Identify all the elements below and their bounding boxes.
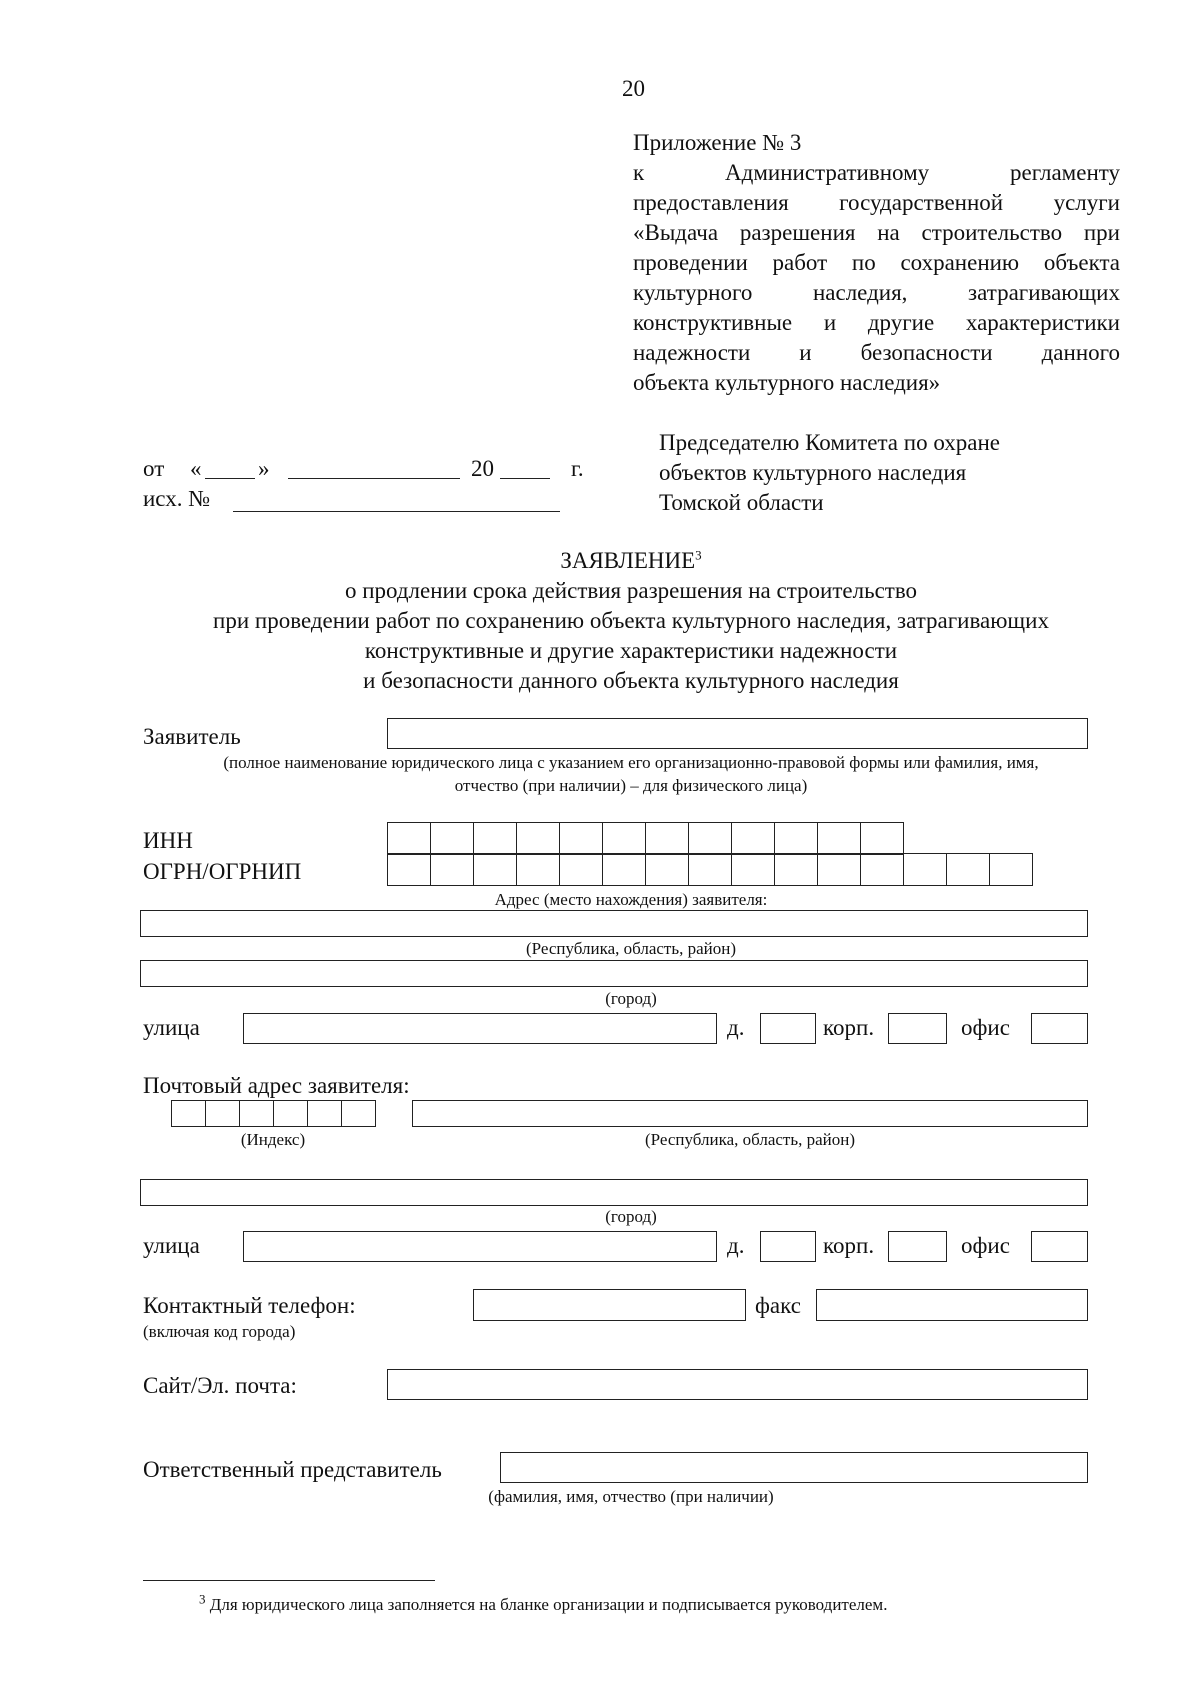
date-day-field[interactable] [205, 478, 255, 479]
appendix-line: объекта культурного наследия» [633, 370, 941, 395]
outgoing-number-field[interactable] [233, 511, 560, 512]
date-from-label: от [143, 456, 165, 481]
postal-office-field[interactable] [1031, 1231, 1088, 1262]
representative-label: Ответственный представитель [143, 1457, 442, 1482]
postal-office-label: офис [961, 1233, 1010, 1258]
building-label: корп. [823, 1015, 875, 1040]
applicant-field[interactable] [387, 718, 1088, 749]
appendix-line: проведении работ по сохранению объекта [633, 250, 1120, 275]
postal-address-label: Почтовый адрес заявителя: [143, 1073, 410, 1098]
appendix-line: культурного наследия, затрагивающих [633, 280, 1120, 305]
fax-label: факс [755, 1293, 801, 1318]
appendix-line: к Административному регламенту [633, 160, 1120, 185]
footnote-mark: 3 [199, 1591, 206, 1607]
fax-field[interactable] [816, 1289, 1088, 1321]
outgoing-number-label: исх. № [143, 486, 211, 511]
postal-street-field[interactable] [243, 1231, 717, 1262]
postal-city-field[interactable] [140, 1179, 1088, 1206]
date-year-suffix: г. [571, 456, 584, 481]
ogrn-label: ОГРН/ОГРНИП [143, 859, 302, 884]
appendix-line: конструктивные и другие характеристики [633, 310, 1120, 335]
appendix-line: надежности и безопасности данного [633, 340, 1120, 365]
addressee-line: Томской области [659, 490, 824, 515]
page-number: 20 [622, 76, 645, 101]
postal-region-hint: (Республика, область, район) [644, 1130, 856, 1149]
index-hint: (Индекс) [240, 1130, 306, 1149]
ogrn-cells[interactable] [387, 853, 1033, 886]
postal-index-cells[interactable] [171, 1100, 376, 1127]
date-quote-close: » [258, 456, 270, 481]
appendix-line: предоставления государственной услуги [633, 190, 1120, 215]
postal-building-label: корп. [823, 1233, 875, 1258]
addressee-block [659, 428, 1000, 518]
postal-building-field[interactable] [888, 1231, 947, 1262]
date-month-field[interactable] [288, 478, 460, 479]
address-city-field[interactable] [140, 960, 1088, 987]
footnote [199, 1591, 888, 1616]
street-label: улица [143, 1015, 200, 1040]
postal-house-label: д. [727, 1233, 745, 1258]
phone-field[interactable] [473, 1289, 746, 1321]
representative-field[interactable] [500, 1452, 1088, 1483]
site-email-label: Сайт/Эл. почта: [143, 1373, 297, 1398]
phone-hint: (включая код города) [143, 1322, 296, 1341]
date-quote-open: « [190, 456, 202, 481]
date-year-prefix: 20 [471, 456, 494, 481]
appendix-line: «Выдача разрешения на строительство при [633, 220, 1120, 245]
footnote-reference: 3 [695, 547, 702, 563]
applicant-label: Заявитель [143, 724, 241, 749]
representative-hint: (фамилия, имя, отчество (при наличии) [488, 1487, 774, 1506]
appendix-title: Приложение № 3 [633, 130, 802, 155]
address-label: Адрес (место нахождения) заявителя: [494, 890, 768, 909]
statement-subtitle-line: конструктивные и другие характеристики надежности [364, 638, 898, 663]
inn-cells[interactable] [387, 822, 904, 855]
office-field[interactable] [1031, 1013, 1088, 1044]
house-label: д. [727, 1015, 745, 1040]
postal-house-field[interactable] [760, 1231, 816, 1262]
appendix-block [633, 128, 1120, 398]
building-field[interactable] [888, 1013, 947, 1044]
statement-subtitle-line: и безопасности данного объекта культурного наследия [363, 668, 899, 693]
statement-title: ЗАЯВЛЕНИЕ$^3$ [560, 547, 702, 573]
city-hint: (город) [605, 989, 657, 1008]
applicant-hint: отчество (при наличии) – для физического лица) [454, 776, 808, 795]
office-label: офис [961, 1015, 1010, 1040]
address-region-field[interactable] [140, 910, 1088, 937]
street-field[interactable] [243, 1013, 717, 1044]
inn-label: ИНН [143, 828, 193, 853]
postal-street-label: улица [143, 1233, 200, 1258]
postal-city-hint: (город) [605, 1207, 657, 1226]
site-email-field[interactable] [387, 1369, 1088, 1400]
date-year-field[interactable] [500, 478, 550, 479]
house-field[interactable] [760, 1013, 816, 1044]
statement-subtitle-line: о продлении срока действия разрешения на строительство [344, 578, 918, 603]
postal-region-field[interactable] [412, 1100, 1088, 1127]
addressee-line: объектов культурного наследия [659, 460, 967, 485]
footnote-text: Для юридического лица заполняется на бланке организации и подписывается руководителем. [209, 1595, 888, 1614]
footnote-divider [143, 1580, 435, 1581]
statement-subtitle-line: при проведении работ по сохранению объекта культурного наследия, затрагивающих [213, 608, 1049, 633]
applicant-hint: (полное наименование юридического лица с указанием его организационно-правовой формы или фамилия, имя, [223, 753, 1039, 772]
region-hint: (Республика, область, район) [525, 939, 737, 958]
addressee-line: Председателю Комитета по охране [659, 430, 1000, 455]
phone-label: Контактный телефон: [143, 1293, 356, 1318]
